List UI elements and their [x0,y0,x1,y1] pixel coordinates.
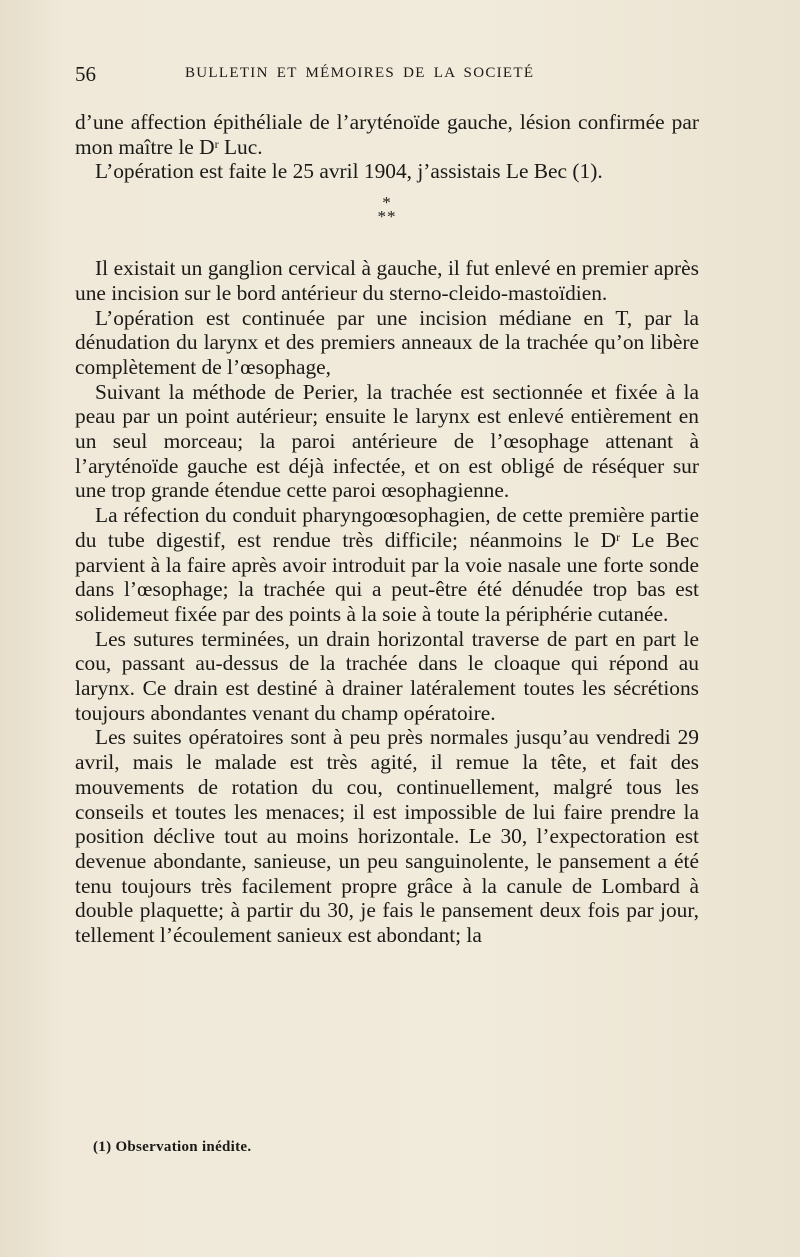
paragraph-text: La réfection du conduit pharyngoœsophagien, de cette première partie du tube digestif, est rendue très difficile; néanmoins le D [75,503,699,552]
asterism-top: * [382,193,392,213]
section-separator [75,184,699,256]
paragraph [75,110,699,159]
body-text [75,110,699,948]
asterism-bottom: ** [377,207,397,227]
running-head: BULLETIN ET MÉMOIRES DE LA SOCIETÉ [185,65,535,81]
paragraph: Les suites opératoires sont à peu près normales jusqu’au vendredi 29 avril, mais le malade est très agité, il remue la tête, et fait des mouvements de rotation du cou, continuellement, malgré tous les conseils et toutes les menaces; il est impossible de lui faire prendre la position déclive tout au moins horizontale. Le 30, l’expectoration est devenue abondante, sanieuse, un peu sanguinolente, le pansement a été tenu toujours très facilement propre grâce à la canule de Lombard à double plaquette; à partir du 30, je fais le pansement deux fois par jour, tellement l’écoulement sanieux est abondant; la [75,725,699,948]
paragraph-text: d’une affection épithéliale de l’aryténoïde gauche, lésion confirmée par mon maître le D [75,110,699,159]
paragraph: L’opération est faite le 25 avril 1904, j’assistais Le Bec (1). [95,159,603,184]
paragraph-text: Le Bec parvient à la faire après avoir introduit par la voie nasale une forte sonde dans l’œsophage; la trachée qui a peut-être été dénudée trop bas est solidemeut fixée par des points à la soie à toute la périphérie cutanée. [75,527,699,626]
paragraph: Il existait un ganglion cervical à gauche, il fut enlevé en premier après une incision sur le bord antérieur du sterno-cleido-mastoïdien. [75,256,699,305]
paragraph [75,503,699,627]
superscript: r [214,136,219,151]
superscript: r [616,529,621,544]
page-number: 56 [75,62,96,86]
paragraph: L’opération est continuée par une incision médiane en T, par la dénudation du larynx et des premiers anneaux de la trachée qu’on libère complètement de l’œsophage, [75,305,699,379]
page-header [75,62,700,88]
paragraph-text: Luc. [218,134,263,159]
paragraph: Les sutures terminées, un drain horizontal traverse de part en part le cou, passant au-dessus de la trachée dans le cloaque qui répond au larynx. Ce drain est destiné à drainer latéralement toutes les sécrétions toujours abondantes venant du champ opératoire. [75,626,699,725]
paragraph: Suivant la méthode de Perier, la trachée est sectionnée et fixée à la peau par un point autérieur; ensuite le larynx est enlevé entièrement en un seul morceau; la paroi antérieure de l’œsophage attenant à l’aryténoïde gauche est déjà infectée, et on est obligé de réséquer sur une trop grande étendue cette paroi œsophagienne. [75,379,699,503]
footnote: (1) Observation inédite. [93,1139,252,1155]
